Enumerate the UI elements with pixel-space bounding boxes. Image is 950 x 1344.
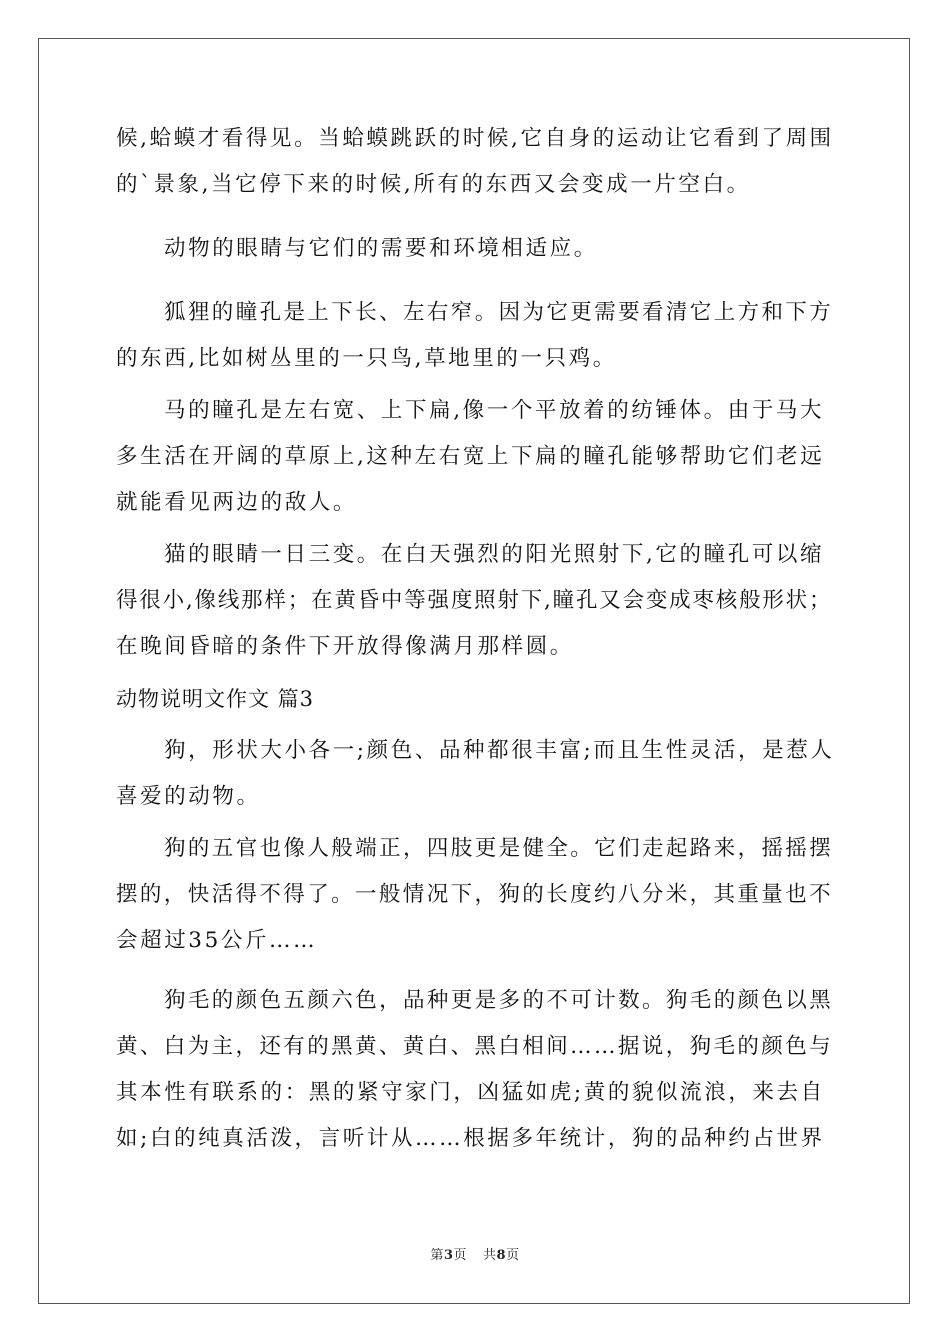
text-line: 会超过35公斤…… — [116, 928, 318, 953]
section-heading: 动物说明文作文 篇3 — [116, 687, 315, 711]
text-line: 如;白的纯真活泼，言听计从……根据多年统计，狗的品种约占世界 — [116, 1126, 825, 1151]
text-line: 的`景象,当它停下来的时候,所有的东西又会变成一片空白。 — [116, 172, 751, 197]
page-prefix: 第 — [430, 1248, 444, 1263]
text-line: 喜爱的动物。 — [116, 784, 261, 809]
text-line: 候,蛤蟆才看得见。当蛤蟆跳跃的时候,它自身的运动让它看到了周围 — [116, 126, 834, 151]
page-border — [38, 38, 910, 1304]
text-line: 马的瞳孔是左右宽、上下扁,像一个平放着的纺锤体。由于马大 — [164, 398, 825, 423]
text-line: 狗的五官也像人般端正，四肢更是健全。它们走起路来，摇摇摆 — [164, 836, 834, 861]
page-footer — [0, 1247, 950, 1265]
text-line: 就能看见两边的敌人。 — [116, 490, 358, 515]
text-line: 狗毛的颜色五颜六色，品种更是多的不可计数。狗毛的颜色以黑 — [164, 988, 834, 1013]
text-line: 黄、白为主，还有的黑黄、黄白、黑白相间……据说，狗毛的颜色与 — [116, 1034, 834, 1059]
text-line: 多生活在开阔的草原上,这种左右宽上下扁的瞳孔能够帮助它们老远 — [116, 444, 825, 469]
page-current: 3 — [443, 1248, 454, 1263]
text-line: 的东西,比如树丛里的一只鸟,草地里的一只鸡。 — [116, 346, 617, 371]
total-unit: 页 — [506, 1248, 520, 1263]
text-line: 猫的眼睛一日三变。在白天强烈的阳光照射下,它的瞳孔可以缩 — [164, 542, 825, 567]
total-prefix: 共 — [483, 1248, 497, 1263]
text-line: 其本性有联系的：黑的紧守家门，凶猛如虎;黄的貌似流浪，来去自 — [116, 1080, 825, 1105]
text-line: 动物的眼睛与它们的需要和环境相适应。 — [164, 236, 598, 261]
page-total: 8 — [496, 1248, 507, 1263]
text-line: 在晚间昏暗的条件下开放得像满月那样圆。 — [116, 634, 574, 659]
text-line: 狗，形状大小各一;颜色、品种都很丰富;而且生性灵活，是惹人 — [164, 738, 835, 763]
text-line: 摆的，快活得不得了。一般情况下，狗的长度约八分米，其重量也不 — [116, 882, 834, 907]
text-line: 得很小,像线那样；在黄昏中等强度照射下,瞳孔又会变成枣核般形状； — [116, 588, 833, 613]
page-unit: 页 — [453, 1248, 467, 1263]
text-line: 狐狸的瞳孔是上下长、左右窄。因为它更需要看清它上方和下方 — [164, 300, 834, 325]
